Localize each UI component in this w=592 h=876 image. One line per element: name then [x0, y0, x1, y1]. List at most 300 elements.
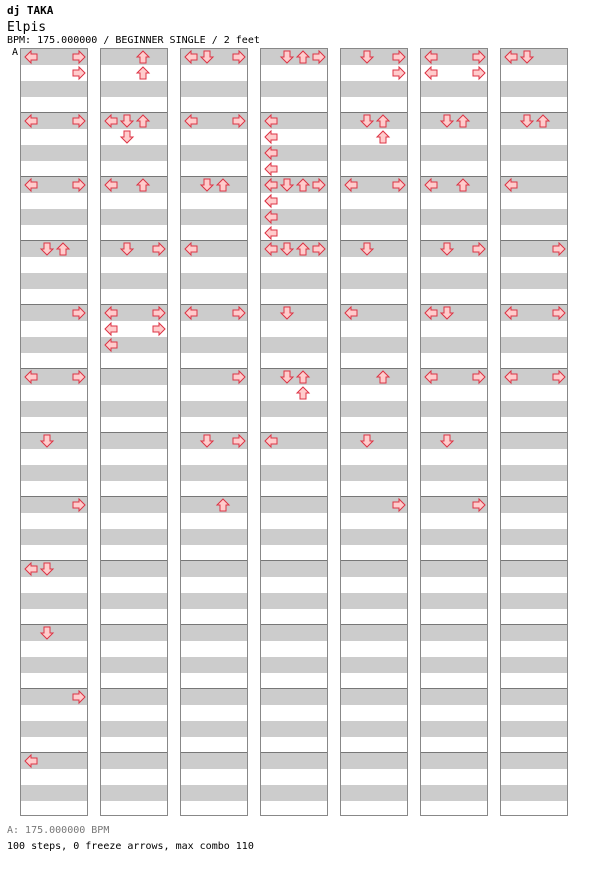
measure-line	[181, 496, 247, 497]
beat-band	[341, 785, 407, 801]
beat-band	[21, 465, 87, 481]
arrow-shape	[105, 307, 117, 319]
right-arrow-icon	[71, 113, 87, 129]
right-arrow-icon	[311, 177, 327, 193]
arrow-shape	[265, 211, 277, 223]
measure-line	[421, 752, 487, 753]
down-arrow-icon	[519, 49, 535, 65]
beat-band	[341, 721, 407, 737]
arrow-shape	[41, 435, 53, 447]
up-arrow-icon	[215, 497, 231, 513]
right-arrow-icon	[391, 65, 407, 81]
arrow-shape	[265, 243, 277, 255]
arrow-shape	[73, 179, 85, 191]
beat-band	[21, 337, 87, 353]
down-arrow-icon	[119, 241, 135, 257]
arrow-shape	[553, 307, 565, 319]
left-arrow-icon	[263, 145, 279, 161]
arrow-shape	[393, 67, 405, 79]
left-arrow-icon	[423, 177, 439, 193]
right-arrow-icon	[151, 305, 167, 321]
up-arrow-icon	[135, 65, 151, 81]
beat-band	[261, 529, 327, 545]
beat-band	[501, 81, 567, 97]
beat-band	[341, 689, 407, 705]
arrow-shape	[233, 307, 245, 319]
arrow-shape	[201, 179, 213, 191]
beat-band	[501, 785, 567, 801]
chart-column	[100, 48, 168, 816]
arrow-shape	[73, 51, 85, 63]
arrow-shape	[153, 307, 165, 319]
left-arrow-icon	[183, 305, 199, 321]
measure-line	[501, 560, 567, 561]
up-arrow-icon	[375, 113, 391, 129]
arrow-shape	[473, 499, 485, 511]
beat-band	[261, 401, 327, 417]
right-arrow-icon	[231, 305, 247, 321]
beat-band	[501, 529, 567, 545]
beat-band	[21, 721, 87, 737]
left-arrow-icon	[423, 49, 439, 65]
arrow-shape	[425, 51, 437, 63]
arrow-shape	[201, 51, 213, 63]
arrow-shape	[265, 131, 277, 143]
beat-band	[421, 209, 487, 225]
right-arrow-icon	[391, 49, 407, 65]
beat-band	[341, 401, 407, 417]
measure-line	[261, 688, 327, 689]
arrow-shape	[25, 115, 37, 127]
up-arrow-icon	[135, 177, 151, 193]
chart-column	[180, 48, 248, 816]
left-arrow-icon	[103, 321, 119, 337]
arrow-shape	[281, 243, 293, 255]
left-arrow-icon	[183, 113, 199, 129]
beat-band	[421, 145, 487, 161]
left-arrow-icon	[503, 49, 519, 65]
arrow-shape	[377, 115, 389, 127]
beat-band	[261, 689, 327, 705]
down-arrow-icon	[279, 369, 295, 385]
beat-band	[181, 785, 247, 801]
beat-band	[261, 721, 327, 737]
measure-line	[421, 560, 487, 561]
right-arrow-icon	[151, 321, 167, 337]
beat-band	[341, 753, 407, 769]
left-arrow-icon	[263, 433, 279, 449]
arrow-shape	[393, 499, 405, 511]
beat-band	[101, 81, 167, 97]
down-arrow-icon	[359, 113, 375, 129]
arrow-shape	[441, 115, 453, 127]
beat-band	[501, 465, 567, 481]
arrow-shape	[217, 499, 229, 511]
beat-band	[101, 433, 167, 449]
arrow-shape	[73, 115, 85, 127]
arrow-shape	[361, 51, 373, 63]
beat-band	[101, 753, 167, 769]
right-arrow-icon	[71, 49, 87, 65]
left-arrow-icon	[23, 49, 39, 65]
beat-band	[421, 529, 487, 545]
arrow-shape	[265, 147, 277, 159]
measure-line	[501, 688, 567, 689]
down-arrow-icon	[279, 177, 295, 193]
left-arrow-icon	[423, 65, 439, 81]
beat-band	[341, 81, 407, 97]
left-arrow-icon	[23, 561, 39, 577]
arrow-shape	[361, 435, 373, 447]
measure-line	[421, 688, 487, 689]
up-arrow-icon	[295, 177, 311, 193]
beat-band	[501, 753, 567, 769]
beat-band	[501, 145, 567, 161]
chart-column	[420, 48, 488, 816]
arrow-shape	[25, 563, 37, 575]
measure-line	[341, 624, 407, 625]
beat-band	[341, 209, 407, 225]
down-arrow-icon	[119, 113, 135, 129]
beat-band	[101, 273, 167, 289]
beat-band	[341, 337, 407, 353]
up-arrow-icon	[535, 113, 551, 129]
beat-band	[421, 81, 487, 97]
beat-band	[261, 753, 327, 769]
chart-info: BPM: 175.000000 / BEGINNER SINGLE / 2 feet	[7, 35, 260, 46]
beat-band	[421, 337, 487, 353]
arrow-shape	[185, 115, 197, 127]
measure-line	[101, 560, 167, 561]
left-arrow-icon	[343, 177, 359, 193]
arrow-shape	[121, 115, 133, 127]
down-arrow-icon	[359, 241, 375, 257]
beat-band	[501, 657, 567, 673]
beat-band	[181, 721, 247, 737]
beat-band	[21, 273, 87, 289]
arrow-shape	[345, 307, 357, 319]
right-arrow-icon	[71, 497, 87, 513]
arrow-shape	[25, 755, 37, 767]
left-arrow-icon	[263, 113, 279, 129]
left-arrow-icon	[263, 161, 279, 177]
up-arrow-icon	[455, 113, 471, 129]
down-arrow-icon	[39, 561, 55, 577]
arrow-shape	[281, 371, 293, 383]
beat-band	[181, 273, 247, 289]
beat-band	[101, 785, 167, 801]
beat-band	[101, 561, 167, 577]
left-arrow-icon	[103, 177, 119, 193]
beat-band	[21, 657, 87, 673]
chart-column	[340, 48, 408, 816]
beat-band	[421, 689, 487, 705]
left-arrow-icon	[263, 129, 279, 145]
right-arrow-icon	[471, 65, 487, 81]
left-arrow-icon	[263, 177, 279, 193]
arrow-shape	[121, 243, 133, 255]
beat-band	[501, 561, 567, 577]
down-arrow-icon	[39, 241, 55, 257]
beat-band	[261, 561, 327, 577]
right-arrow-icon	[71, 369, 87, 385]
beat-band	[341, 145, 407, 161]
right-arrow-icon	[71, 177, 87, 193]
beat-band	[21, 209, 87, 225]
beat-band	[21, 145, 87, 161]
left-arrow-icon	[503, 305, 519, 321]
song-artist: dj TAKA	[7, 4, 54, 17]
beat-band	[341, 369, 407, 385]
arrow-shape	[505, 371, 517, 383]
arrow-shape	[73, 499, 85, 511]
arrow-shape	[457, 179, 469, 191]
beat-band	[421, 561, 487, 577]
arrow-shape	[105, 115, 117, 127]
beat-band	[261, 785, 327, 801]
beat-band	[101, 465, 167, 481]
arrow-shape	[233, 115, 245, 127]
arrow-shape	[265, 435, 277, 447]
measure-line	[101, 688, 167, 689]
arrow-shape	[313, 179, 325, 191]
arrow-shape	[265, 115, 277, 127]
measure-line	[341, 368, 407, 369]
arrow-shape	[361, 115, 373, 127]
measure-line	[181, 624, 247, 625]
arrow-shape	[297, 51, 309, 63]
measure-line	[261, 560, 327, 561]
measure-line	[101, 432, 167, 433]
arrow-shape	[137, 179, 149, 191]
beat-band	[21, 401, 87, 417]
beat-band	[341, 593, 407, 609]
beat-band	[181, 337, 247, 353]
arrow-shape	[457, 115, 469, 127]
beat-band	[21, 529, 87, 545]
arrow-shape	[361, 243, 373, 255]
down-arrow-icon	[199, 49, 215, 65]
beat-band	[261, 625, 327, 641]
beat-band	[261, 497, 327, 513]
measure-line	[261, 624, 327, 625]
beat-band	[101, 497, 167, 513]
beat-band	[261, 593, 327, 609]
arrow-shape	[441, 243, 453, 255]
right-arrow-icon	[391, 497, 407, 513]
left-arrow-icon	[263, 225, 279, 241]
right-arrow-icon	[471, 241, 487, 257]
beat-band	[421, 593, 487, 609]
left-arrow-icon	[103, 113, 119, 129]
arrow-shape	[73, 691, 85, 703]
down-arrow-icon	[439, 241, 455, 257]
left-arrow-icon	[183, 49, 199, 65]
down-arrow-icon	[199, 177, 215, 193]
beat-band	[101, 49, 167, 65]
up-arrow-icon	[135, 113, 151, 129]
up-arrow-icon	[295, 369, 311, 385]
arrow-shape	[281, 51, 293, 63]
arrow-shape	[313, 243, 325, 255]
arrow-shape	[233, 435, 245, 447]
down-arrow-icon	[119, 129, 135, 145]
beat-band	[181, 753, 247, 769]
arrow-shape	[25, 179, 37, 191]
left-arrow-icon	[503, 177, 519, 193]
beat-band	[341, 625, 407, 641]
measure-line	[501, 432, 567, 433]
arrow-shape	[233, 51, 245, 63]
arrow-shape	[41, 563, 53, 575]
up-arrow-icon	[215, 177, 231, 193]
beat-band	[261, 337, 327, 353]
left-arrow-icon	[103, 305, 119, 321]
arrow-shape	[521, 51, 533, 63]
step-stats: 100 steps, 0 freeze arrows, max combo 110	[7, 841, 254, 852]
arrow-shape	[505, 51, 517, 63]
beat-band	[181, 529, 247, 545]
arrow-shape	[313, 51, 325, 63]
down-arrow-icon	[439, 305, 455, 321]
arrow-shape	[473, 243, 485, 255]
right-arrow-icon	[151, 241, 167, 257]
arrow-shape	[521, 115, 533, 127]
beat-band	[421, 657, 487, 673]
beat-band	[101, 529, 167, 545]
beat-band	[101, 369, 167, 385]
right-arrow-icon	[231, 433, 247, 449]
arrow-shape	[297, 243, 309, 255]
arrow-shape	[185, 307, 197, 319]
arrow-shape	[73, 307, 85, 319]
beat-band	[421, 625, 487, 641]
beat-band	[421, 785, 487, 801]
beat-band	[421, 401, 487, 417]
right-arrow-icon	[231, 49, 247, 65]
arrow-shape	[153, 243, 165, 255]
beat-band	[421, 753, 487, 769]
arrow-shape	[441, 435, 453, 447]
beat-band	[101, 721, 167, 737]
arrow-shape	[265, 227, 277, 239]
beat-band	[341, 529, 407, 545]
measure-line	[101, 624, 167, 625]
beat-band	[501, 625, 567, 641]
arrow-shape	[105, 323, 117, 335]
arrow-shape	[425, 67, 437, 79]
beat-band	[181, 401, 247, 417]
arrow-shape	[73, 67, 85, 79]
arrow-shape	[105, 339, 117, 351]
arrow-shape	[473, 67, 485, 79]
left-arrow-icon	[423, 369, 439, 385]
beat-band	[21, 785, 87, 801]
right-arrow-icon	[551, 369, 567, 385]
measure-line	[421, 624, 487, 625]
beat-band	[181, 497, 247, 513]
beat-band	[501, 497, 567, 513]
beat-band	[101, 401, 167, 417]
measure-line	[181, 688, 247, 689]
up-arrow-icon	[295, 49, 311, 65]
bpm-marker-label: A	[12, 47, 19, 58]
beat-band	[181, 689, 247, 705]
right-arrow-icon	[311, 241, 327, 257]
arrow-shape	[393, 179, 405, 191]
measure-line	[181, 752, 247, 753]
down-arrow-icon	[439, 433, 455, 449]
arrow-shape	[281, 179, 293, 191]
beat-band	[21, 593, 87, 609]
arrow-shape	[553, 371, 565, 383]
arrow-shape	[265, 163, 277, 175]
down-arrow-icon	[199, 433, 215, 449]
arrow-shape	[57, 243, 69, 255]
arrow-shape	[105, 179, 117, 191]
arrow-shape	[553, 243, 565, 255]
beat-band	[501, 689, 567, 705]
beat-band	[101, 689, 167, 705]
beat-band	[501, 209, 567, 225]
beat-band	[181, 561, 247, 577]
beat-band	[181, 465, 247, 481]
arrow-shape	[297, 179, 309, 191]
left-arrow-icon	[23, 753, 39, 769]
beat-band	[261, 465, 327, 481]
arrow-shape	[137, 51, 149, 63]
left-arrow-icon	[343, 305, 359, 321]
arrow-shape	[377, 131, 389, 143]
arrow-shape	[41, 243, 53, 255]
arrow-shape	[41, 627, 53, 639]
arrow-shape	[137, 67, 149, 79]
measure-line	[181, 560, 247, 561]
arrow-shape	[505, 307, 517, 319]
arrow-shape	[25, 51, 37, 63]
down-arrow-icon	[359, 433, 375, 449]
measure-line	[341, 560, 407, 561]
arrow-shape	[73, 371, 85, 383]
beat-band	[341, 273, 407, 289]
left-arrow-icon	[263, 209, 279, 225]
left-arrow-icon	[263, 193, 279, 209]
beat-band	[501, 337, 567, 353]
beat-band	[261, 657, 327, 673]
arrow-shape	[137, 115, 149, 127]
beat-band	[181, 145, 247, 161]
right-arrow-icon	[391, 177, 407, 193]
left-arrow-icon	[423, 305, 439, 321]
chart-column	[260, 48, 328, 816]
beat-band	[341, 561, 407, 577]
beat-band	[501, 593, 567, 609]
arrow-shape	[425, 179, 437, 191]
arrow-shape	[25, 371, 37, 383]
up-arrow-icon	[135, 49, 151, 65]
measure-line	[101, 368, 167, 369]
arrow-shape	[473, 51, 485, 63]
beat-band	[181, 625, 247, 641]
arrow-shape	[217, 179, 229, 191]
down-arrow-icon	[279, 49, 295, 65]
measure-line	[501, 496, 567, 497]
arrow-shape	[201, 435, 213, 447]
arrow-shape	[121, 131, 133, 143]
arrow-shape	[185, 51, 197, 63]
down-arrow-icon	[39, 433, 55, 449]
beat-band	[101, 625, 167, 641]
